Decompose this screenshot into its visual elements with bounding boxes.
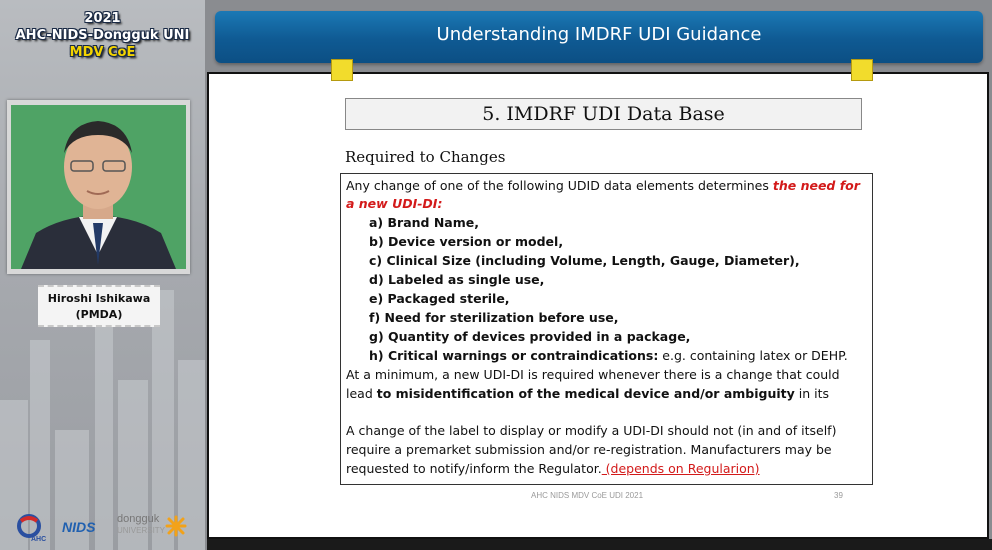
dongguk-logo <box>117 514 165 536</box>
section-title: Required to Changes <box>345 148 506 166</box>
intro-emphasis: the need for <box>772 178 860 193</box>
sidebar <box>0 0 205 550</box>
sponsor-logos <box>15 513 195 543</box>
speaker-card <box>38 285 160 327</box>
page-title: Understanding IMDRF UDI Guidance <box>436 24 762 45</box>
list-item: g) Quantity of devices provided in a package, <box>369 329 691 344</box>
intro-line <box>346 178 860 193</box>
event-name: AHC-NIDS-Dongguk UNI <box>15 28 190 43</box>
minimum-line-1: At a minimum, a new UDI-DI is required whenever there is a change that could <box>346 367 840 382</box>
skyline-building <box>152 290 174 550</box>
list-item-h-bold: h) Critical warnings or contraindications: <box>369 348 659 363</box>
bottom-strip <box>207 539 992 550</box>
dongguk-logo-sub: UNIVERSITY <box>117 526 166 535</box>
presentation-slide <box>207 72 989 539</box>
label-line-2: require a premarket submission and/or re-registration. Manufacturers may be <box>346 442 832 457</box>
ahc-logo-text: AHC <box>31 536 47 543</box>
minimum-line-2-bold: to misidentification of the medical device and/or ambiguity <box>376 386 795 401</box>
header-bar <box>215 11 983 63</box>
label-line-3-text: requested to notify/inform the Regulator. <box>346 461 602 476</box>
intro-emphasis-continued: a new UDI-DI: <box>346 196 443 211</box>
speaker-name: Hiroshi Ishikawa <box>47 292 151 305</box>
list-item: c) Clinical Size (including Volume, Length, Gauge, Diameter), <box>369 253 800 268</box>
list-item-h <box>369 348 848 363</box>
intro-text: Any change of one of the following UDID data elements determines <box>346 178 773 193</box>
dongguk-emblem-icon <box>165 515 187 537</box>
event-subtitle: MDV CoE <box>69 45 136 60</box>
minimum-line-2-pre: lead <box>346 386 377 401</box>
ahc-logo-icon <box>15 513 51 543</box>
speaker-portrait-icon <box>11 105 186 269</box>
list-item: e) Packaged sterile, <box>369 291 510 306</box>
event-year: 2021 <box>84 11 121 26</box>
list-item: b) Device version or model, <box>369 234 564 249</box>
speaker-photo-frame <box>7 100 190 274</box>
label-line-1: A change of the label to display or modify a UDI-DI should not (in and of itself) <box>346 423 837 438</box>
list-item: d) Labeled as single use, <box>369 272 545 287</box>
speaker-org: (PMDA) <box>75 308 123 321</box>
minimum-line-2-post: in its <box>794 386 830 401</box>
list-item-h-rest: e.g. containing latex or DEHP. <box>658 348 848 363</box>
content-box <box>340 173 873 485</box>
label-line-3 <box>346 461 760 476</box>
list-item: f) Need for sterilization before use, <box>369 310 619 325</box>
nids-logo: NIDS <box>62 519 96 535</box>
minimum-line-2 <box>346 386 829 401</box>
slide-page-number: 39 <box>834 491 843 500</box>
pin-right-icon <box>851 59 873 81</box>
slide-footer: AHC NIDS MDV CoE UDI 2021 <box>531 491 644 500</box>
slide-heading: 5. IMDRF UDI Data Base <box>345 98 862 130</box>
list-item: a) Brand Name, <box>369 215 479 230</box>
dongguk-logo-text: dongguk <box>117 513 160 525</box>
speaker-photo <box>11 105 186 269</box>
pin-left-icon <box>331 59 353 81</box>
regulation-note: (depends on Regularion) <box>601 461 760 476</box>
event-title <box>0 10 205 61</box>
